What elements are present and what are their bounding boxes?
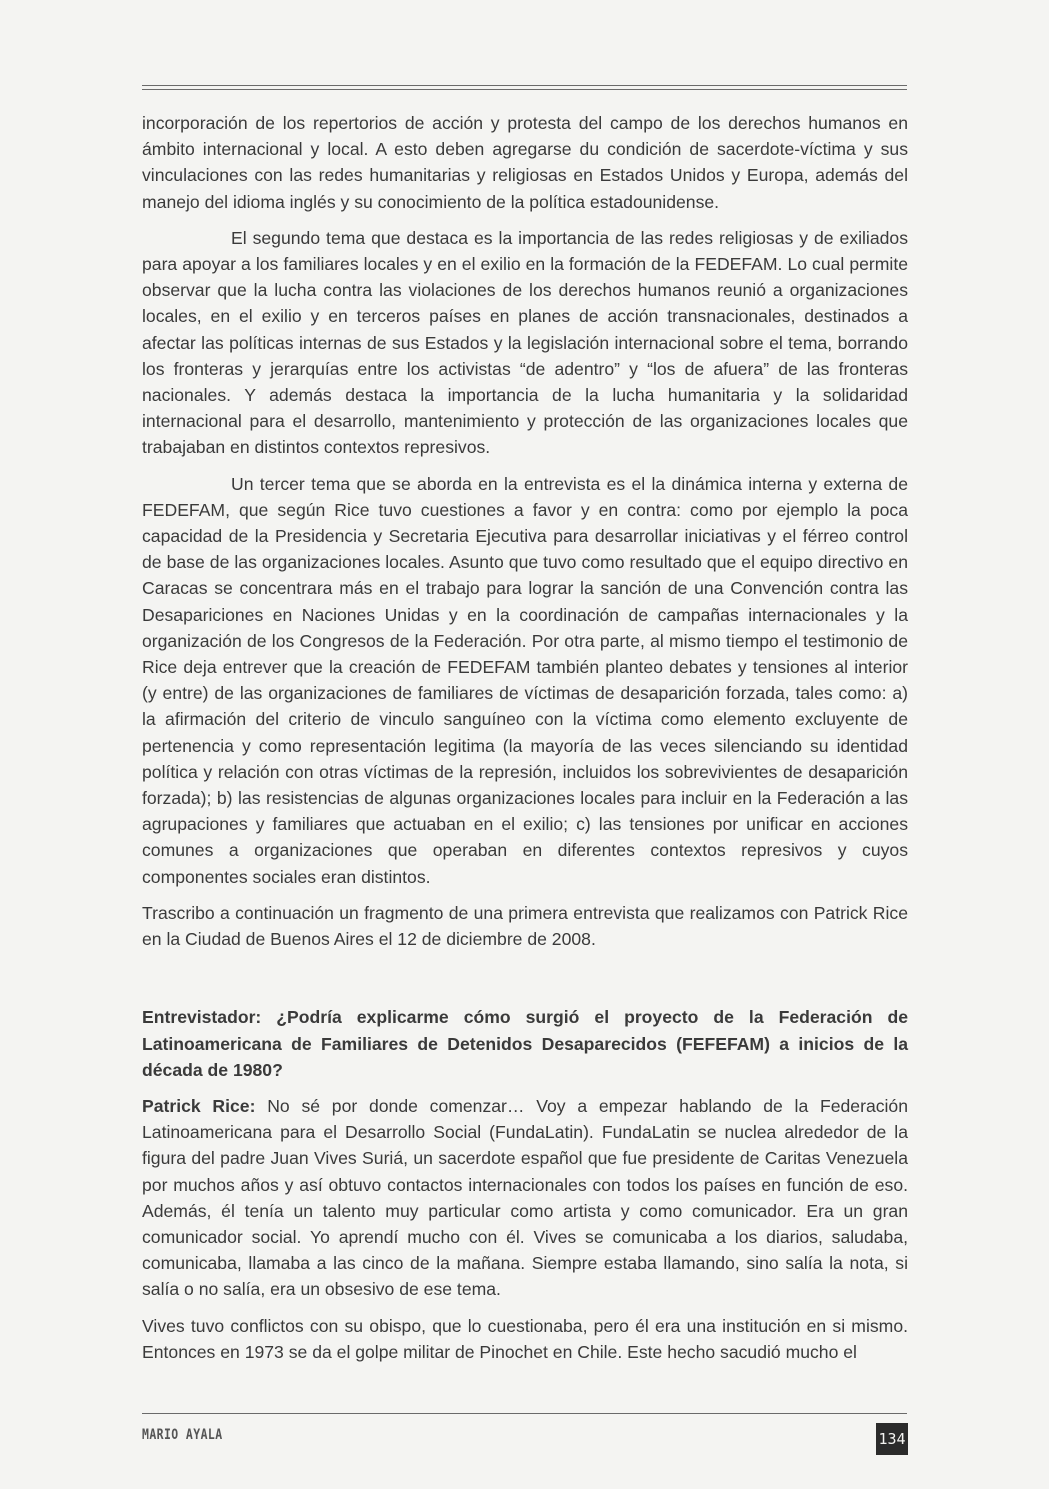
footer-author: MARIO AYALA (142, 1427, 223, 1443)
paragraph: Trascribo a continuación un fragmento de una primera entrevista que realizamos con Patrick Rice en la Ciudad de Buenos Aires el 12 de diciembre de 2008. (142, 902, 908, 950)
paragraph: incorporación de los repertorios de acción y protesta del campo de los derechos humanos en ámbito internacional y local. A esto deben agregarse du condición de sacerdote-víctima y sus vinculaciones con las redes humanitarias y religiosas en Estados Unidos y Europa, además del manejo del idioma inglés y su conocimiento de la política estadounidense. (142, 113, 908, 212)
header-rule (142, 85, 907, 86)
page-number: 134 (876, 1423, 908, 1455)
page-body (142, 110, 908, 1375)
paragraph: Vives tuvo conflictos con su obispo, que lo cuestionaba, pero él era una institución en si mismo. Entonces en 1973 se da el golpe militar de Pinochet en Chile. Este hecho sacudió mucho el (142, 1315, 908, 1362)
header-rule (142, 89, 907, 90)
paragraph: El segundo tema que destaca es la importancia de las redes religiosas y de exiliados para apoyar a los familiares locales y en el exilio en la formación de la FEDEFAM. Lo cual permite observar que la lucha contra las violaciones de los derechos humanos reunió a organizaciones locales, en el exilio y en terceros países en planes de acción transnacionales, destinados a afectar las políticas internas de sus Estados y la legislación internacional sobre el tema, borrando los fronteras y jerarquías entre los activistas “de adentro” y “los de afuera” de las fronteras nacionales. Y además destaca la importancia de la lucha humanitaria y la solidaridad internacional para el desarrollo, mantenimiento y protección de las organizaciones locales que trabajaban en distintos contextos represivos. (142, 227, 908, 458)
paragraph: Un tercer tema que se aborda en la entrevista es el la dinámica interna y externa de FEDEFAM, que según Rice tuvo cuestiones a favor y en contra: como por ejemplo la poca capacidad de la Presidencia y Secretaria Ejecutiva para desarrollar iniciativas y el férreo control de base de las organizaciones locales. Asunto que tuvo como resultado que el equipo directivo en Caracas se concentrara más en el trabajo para lograr la sanción de una Convención contra las Desapariciones en Naciones Unidas y en la coordinación de campañas internacionales y la organización de los Congresos de la Federación. Por otra parte, al mismo tiempo el testimonio de Rice deja entrever que la creación de FEDEFAM también planteo debates y tensiones al interior (y entre) de las organizaciones de familiares de víctimas de desaparición forzada, tales como: a) la afirmación del criterio de vinculo sanguíneo con la víctima como elemento excluyente de pertenencia y como representación legitima (la mayoría de las veces silenciando su identidad política y relación con otras víctimas de la represión, incluidos los sobrevivientes de desaparición forzada); b) las resistencias de algunas organizaciones locales para incluir en la Federación a las agrupaciones y familiares que actuaban en el exilio; c) las tensiones por unificar en acciones comunes a organizaciones que operaban en diferentes contextos represivos y cuyos componentes sociales eran distintos. (142, 473, 908, 887)
interview-answer (142, 1093, 908, 1303)
footer-rule (142, 1413, 907, 1414)
answer-text: No sé por donde comenzar… Voy a empezar hablando de la Federación Latinoamericana para el Desarrollo Social (FundaLatin). FundaLatin se nuclea alrededor de la figura del padre Juan Vives Suriá, un sacerdote español que fue presidente de Caritas Venezuela por muchos años y así obtuvo contactos internacionales con todos los países en función de eso. Además, él tenía un talento muy particular como artista y como comunicador. Era un gran comunicador social. Yo aprendí mucho con él. Vives se comunicaba a los diarios, saludaba, comunicaba, llamaba a las cinco de la mañana. Siempre estaba llamando, sino salía la nota, si salía o no salía, era un obsesivo de ese tema. (142, 1095, 909, 1300)
speaker-label: Patrick Rice: (142, 1095, 256, 1116)
interview-question: Entrevistador: ¿Podría explicarme cómo surgió el proyecto de la Federación de Latinoamericana de Familiares de Detenidos Desaparecidos (FEFEFAM) a inicios de la década de 1980? (142, 1007, 908, 1080)
